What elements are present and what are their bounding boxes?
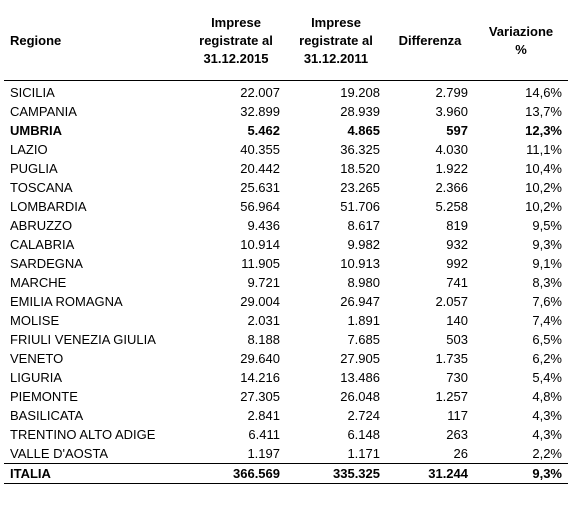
cell-variazione: 10,2% (525, 198, 562, 214)
cell-differenza: 4.030 (435, 141, 468, 157)
cell-regione: ABRUZZO (10, 217, 73, 233)
cell-imprese-2015: 1.197 (247, 445, 280, 461)
cell-variazione: 9,1% (532, 255, 562, 271)
cell-imprese-2011: 23.265 (340, 179, 380, 195)
cell-variazione: 9,3% (474, 463, 568, 483)
cell-regione: MOLISE (10, 312, 60, 328)
cell-regione: VENETO (10, 350, 64, 366)
cell-imprese-2015: 29.004 (240, 293, 280, 309)
cell-imprese-2011: 9.982 (347, 236, 380, 252)
cell-imprese-2011: 18.520 (340, 160, 380, 176)
cell-imprese-2015: 2.841 (247, 407, 280, 423)
cell-variazione: 7,6% (532, 293, 562, 309)
cell-regione: UMBRIA (10, 122, 62, 138)
cell-imprese-2011: 19.208 (340, 84, 380, 100)
cell-regione: BASILICATA (10, 407, 84, 423)
table-row (4, 197, 568, 216)
cell-imprese-2015: 5.462 (247, 122, 280, 138)
header-imprese-2011-line-2: registrate al (299, 32, 373, 48)
table-row (4, 80, 568, 102)
cell-differenza: 503 (446, 331, 468, 347)
header-differenza: Differenza (386, 2, 474, 80)
cell-variazione: 9,5% (532, 217, 562, 233)
cell-imprese-2015: 2.031 (247, 312, 280, 328)
cell-differenza: 3.960 (435, 103, 468, 119)
table-total-row (4, 463, 568, 483)
imprese-table-container (4, 2, 568, 484)
table-header (4, 2, 568, 80)
table-body (4, 80, 568, 483)
cell-regione: PIEMONTE (10, 388, 78, 404)
header-imprese-2015 (186, 2, 286, 80)
cell-imprese-2011: 6.148 (347, 426, 380, 442)
header-imprese-2011 (286, 2, 386, 80)
cell-variazione: 5,4% (532, 369, 562, 385)
cell-differenza: 117 (447, 407, 468, 423)
table-row (4, 444, 568, 464)
cell-imprese-2015: 11.905 (241, 255, 280, 271)
table-row (4, 349, 568, 368)
cell-imprese-2011: 8.980 (347, 274, 380, 290)
header-row (4, 2, 568, 80)
header-variazione-line-2: % (515, 41, 527, 57)
cell-imprese-2015: 40.355 (240, 141, 280, 157)
cell-differenza: 31.244 (386, 463, 474, 483)
cell-differenza: 819 (446, 217, 468, 233)
cell-regione: LOMBARDIA (10, 198, 87, 214)
cell-regione: FRIULI VENEZIA GIULIA (10, 331, 156, 347)
table-row (4, 140, 568, 159)
cell-regione: TOSCANA (10, 179, 73, 195)
cell-variazione: 8,3% (532, 274, 562, 290)
cell-regione: VALLE D'AOSTA (10, 445, 109, 461)
table-row (4, 178, 568, 197)
cell-variazione: 4,3% (532, 407, 562, 423)
cell-imprese-2015: 9.721 (247, 274, 280, 290)
cell-imprese-2011: 4.865 (347, 122, 380, 138)
cell-imprese-2015: 27.305 (240, 388, 280, 404)
cell-differenza: 140 (446, 312, 468, 328)
cell-differenza: 932 (446, 236, 468, 252)
cell-variazione: 11,1% (526, 141, 562, 157)
cell-differenza: 2.366 (435, 179, 468, 195)
cell-imprese-2011: 1.171 (347, 445, 380, 461)
cell-variazione: 13,7% (525, 103, 562, 119)
cell-regione: PUGLIA (10, 160, 58, 176)
header-imprese-2011-line-3: 31.12.2011 (303, 50, 369, 66)
table-row (4, 406, 568, 425)
table-row (4, 102, 568, 121)
cell-imprese-2011: 36.325 (340, 141, 380, 157)
cell-imprese-2015: 366.569 (186, 463, 286, 483)
header-imprese-2015-line-2: registrate al (199, 32, 273, 48)
table-row (4, 311, 568, 330)
cell-differenza: 597 (446, 122, 468, 138)
header-variazione (474, 2, 568, 80)
cell-imprese-2015: 10.914 (240, 236, 280, 252)
table-row (4, 121, 568, 140)
cell-differenza: 5.258 (435, 198, 468, 214)
header-imprese-2015-line-3: 31.12.2015 (203, 50, 269, 66)
cell-regione: SICILIA (10, 84, 55, 100)
cell-regione: LIGURIA (10, 369, 63, 385)
cell-variazione: 4,8% (532, 388, 562, 404)
cell-differenza: 1.735 (435, 350, 468, 366)
cell-imprese-2011: 10.913 (340, 255, 380, 271)
cell-regione: ITALIA (4, 463, 186, 483)
cell-differenza: 263 (446, 426, 468, 442)
cell-regione: EMILIA ROMAGNA (10, 293, 123, 309)
cell-variazione: 7,4% (532, 312, 562, 328)
table-row (4, 216, 568, 235)
cell-variazione: 2,2% (532, 445, 562, 461)
cell-imprese-2015: 14.216 (240, 369, 280, 385)
cell-differenza: 730 (446, 369, 468, 385)
cell-imprese-2011: 2.724 (347, 407, 380, 423)
table-row (4, 159, 568, 178)
cell-imprese-2011: 51.706 (340, 198, 380, 214)
cell-imprese-2015: 6.411 (248, 426, 280, 442)
cell-regione: SARDEGNA (10, 255, 83, 271)
cell-variazione: 12,3% (525, 122, 562, 138)
cell-imprese-2015: 29.640 (240, 350, 280, 366)
cell-differenza: 992 (446, 255, 468, 271)
cell-imprese-2011: 28.939 (340, 103, 380, 119)
cell-differenza: 26 (453, 445, 468, 461)
table-row (4, 235, 568, 254)
cell-imprese-2011: 8.617 (347, 217, 380, 233)
cell-imprese-2015: 32.899 (240, 103, 280, 119)
cell-differenza: 2.799 (435, 84, 468, 100)
table-row (4, 425, 568, 444)
cell-differenza: 2.057 (435, 293, 468, 309)
cell-imprese-2011: 7.685 (347, 331, 380, 347)
cell-variazione: 9,3% (532, 236, 562, 252)
table-row (4, 330, 568, 349)
table-row (4, 273, 568, 292)
cell-differenza: 741 (446, 274, 468, 290)
cell-regione: LAZIO (10, 141, 48, 157)
cell-variazione: 6,2% (532, 350, 562, 366)
cell-variazione: 10,4% (525, 160, 562, 176)
header-imprese-2011-line-1: Imprese (311, 14, 361, 30)
cell-differenza: 1.922 (435, 160, 468, 176)
cell-regione: TRENTINO ALTO ADIGE (10, 426, 156, 442)
cell-imprese-2011: 13.486 (340, 369, 380, 385)
cell-imprese-2011: 26.048 (340, 388, 380, 404)
cell-variazione: 6,5% (532, 331, 562, 347)
header-regione: Regione (4, 2, 186, 80)
cell-regione: CAMPANIA (10, 103, 77, 119)
table-row (4, 254, 568, 273)
cell-imprese-2011: 335.325 (286, 463, 386, 483)
cell-imprese-2015: 56.964 (240, 198, 280, 214)
cell-imprese-2015: 22.007 (240, 84, 280, 100)
table-row (4, 368, 568, 387)
cell-regione: CALABRIA (10, 236, 75, 252)
cell-differenza: 1.257 (435, 388, 468, 404)
cell-imprese-2015: 8.188 (247, 331, 280, 347)
cell-variazione: 4,3% (532, 426, 562, 442)
cell-imprese-2015: 9.436 (247, 217, 280, 233)
cell-imprese-2011: 1.891 (347, 312, 380, 328)
cell-imprese-2011: 26.947 (340, 293, 380, 309)
cell-imprese-2011: 27.905 (340, 350, 380, 366)
header-imprese-2015-line-1: Imprese (211, 14, 261, 30)
cell-variazione: 10,2% (525, 179, 562, 195)
header-variazione-line-1: Variazione (488, 23, 554, 39)
imprese-table (4, 2, 568, 484)
cell-regione: MARCHE (10, 274, 67, 290)
cell-variazione: 14,6% (525, 84, 562, 100)
table-row (4, 387, 568, 406)
cell-imprese-2015: 25.631 (240, 179, 280, 195)
cell-imprese-2015: 20.442 (240, 160, 280, 176)
table-row (4, 292, 568, 311)
